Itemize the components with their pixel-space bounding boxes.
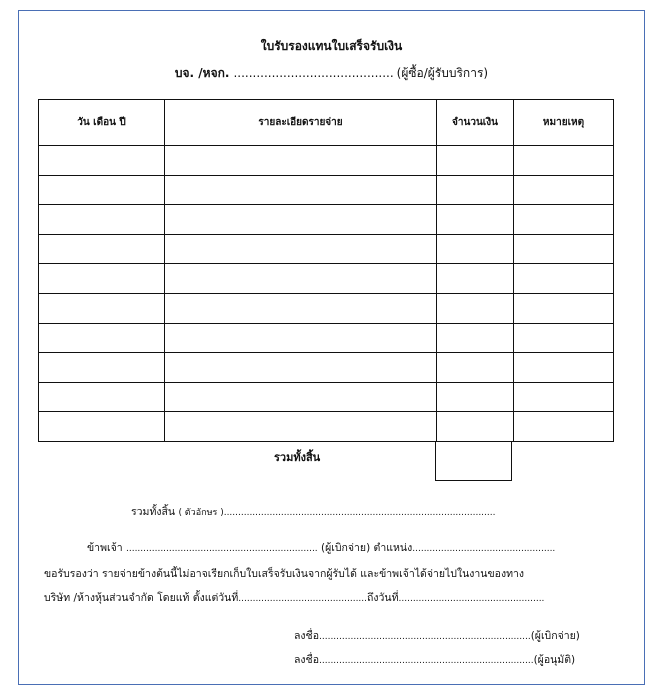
total-words-blank: ............................................................................................... <box>223 508 496 518</box>
sign-label: ลงชื่อ <box>294 630 319 642</box>
form-title: ใบรับรองแทนใบเสร็จรับเงิน <box>260 39 403 53</box>
grand-total-label: รวมทั้งสิ้น <box>274 451 321 464</box>
remarks-cell[interactable] <box>514 146 614 176</box>
sign-payer-blank: .......................................................................... <box>319 632 531 642</box>
amount-cell[interactable] <box>437 205 514 235</box>
position-label: ตำแหน่ง <box>373 542 413 554</box>
amount-cell[interactable] <box>437 146 514 176</box>
details-cell[interactable] <box>165 382 437 412</box>
approver-role: (ผู้อนุมัติ) <box>533 654 576 666</box>
until-label: ถึงวันที่ <box>367 592 399 604</box>
date-cell[interactable] <box>39 234 165 264</box>
payer-role: (ผู้เบิกจ่าย) <box>530 630 580 642</box>
remarks-cell[interactable] <box>514 293 614 323</box>
table-row <box>39 382 614 412</box>
details-cell[interactable] <box>165 412 437 442</box>
form-page <box>18 10 645 685</box>
date-cell[interactable] <box>39 146 165 176</box>
remarks-cell[interactable] <box>514 234 614 264</box>
remarks-cell[interactable] <box>514 353 614 383</box>
details-cell[interactable] <box>165 234 437 264</box>
date-cell[interactable] <box>39 293 165 323</box>
amount-cell[interactable] <box>437 382 514 412</box>
details-cell[interactable] <box>165 293 437 323</box>
table-row <box>39 293 614 323</box>
header-amount: จำนวนเงิน <box>437 100 514 146</box>
date-range-line <box>44 589 544 606</box>
total-in-words-line <box>131 503 495 520</box>
amount-cell[interactable] <box>437 323 514 353</box>
header-remarks: หมายเหตุ <box>514 100 614 146</box>
amount-cell[interactable] <box>437 353 514 383</box>
date-cell[interactable] <box>39 205 165 235</box>
form-subtitle <box>19 64 644 83</box>
details-cell[interactable] <box>165 146 437 176</box>
company-since-label: บริษัท /ห้างหุ้นส่วนจำกัด โดยแท้ ตั้งแต่วันที่ <box>44 592 239 604</box>
expense-table <box>38 99 614 442</box>
details-cell[interactable] <box>165 323 437 353</box>
header-details: รายละเอียดรายจ่าย <box>165 100 437 146</box>
table-row <box>39 205 614 235</box>
remarks-cell[interactable] <box>514 412 614 442</box>
amount-cell[interactable] <box>437 264 514 294</box>
table-row <box>39 175 614 205</box>
table-row <box>39 264 614 294</box>
remarks-cell[interactable] <box>514 264 614 294</box>
sign-approver-blank: ........................................................................... <box>319 656 534 666</box>
details-cell[interactable] <box>165 264 437 294</box>
header-date: วัน เดือน ปี <box>39 100 165 146</box>
remarks-cell[interactable] <box>514 323 614 353</box>
signature-payer-line <box>294 627 580 644</box>
position-blank: .................................................. <box>412 544 556 554</box>
details-cell[interactable] <box>165 353 437 383</box>
company-name-blank: .......................................... <box>233 66 394 80</box>
certification-text: ขอรับรองว่า รายจ่ายข้างต้นนี้ไม่อาจเรียกเก็บใบเสร็จรับเงินจากผู้รับได้ และข้าพเจ้าได้จ่ายไปในงานของทาง <box>44 568 525 580</box>
amount-cell[interactable] <box>437 293 514 323</box>
payer-role-label: (ผู้เบิกจ่าย) <box>321 542 371 554</box>
total-words-label: รวมทั้งสิ้น <box>131 506 176 518</box>
table-row <box>39 234 614 264</box>
date-cell[interactable] <box>39 353 165 383</box>
table-row <box>39 412 614 442</box>
amount-cell[interactable] <box>437 234 514 264</box>
buyer-label: (ผู้ซื้อ/ผู้รับบริการ) <box>396 66 489 80</box>
sign-label: ลงชื่อ <box>294 654 319 666</box>
date-cell[interactable] <box>39 264 165 294</box>
date-cell[interactable] <box>39 382 165 412</box>
amount-cell[interactable] <box>437 412 514 442</box>
table-header-row <box>39 100 614 146</box>
date-cell[interactable] <box>39 175 165 205</box>
details-cell[interactable] <box>165 175 437 205</box>
declarant-name-blank: ................................................................... <box>125 544 318 554</box>
remarks-cell[interactable] <box>514 175 614 205</box>
declarant-label: ข้าพเจ้า <box>87 542 123 554</box>
end-date-blank: ................................................... <box>398 594 545 604</box>
grand-total-cell[interactable] <box>435 442 512 481</box>
start-date-blank: ............................................. <box>238 594 368 604</box>
date-cell[interactable] <box>39 412 165 442</box>
table-row <box>39 323 614 353</box>
table-row <box>39 353 614 383</box>
remarks-cell[interactable] <box>514 382 614 412</box>
remarks-cell[interactable] <box>514 205 614 235</box>
declarant-line <box>87 539 555 556</box>
table-row <box>39 146 614 176</box>
company-type-label: บจ. /หจก. <box>174 66 230 80</box>
amount-cell[interactable] <box>437 175 514 205</box>
date-cell[interactable] <box>39 323 165 353</box>
details-cell[interactable] <box>165 205 437 235</box>
in-letters-label: ( ตัวอักษร ) <box>178 508 224 518</box>
signature-approver-line <box>294 651 575 668</box>
